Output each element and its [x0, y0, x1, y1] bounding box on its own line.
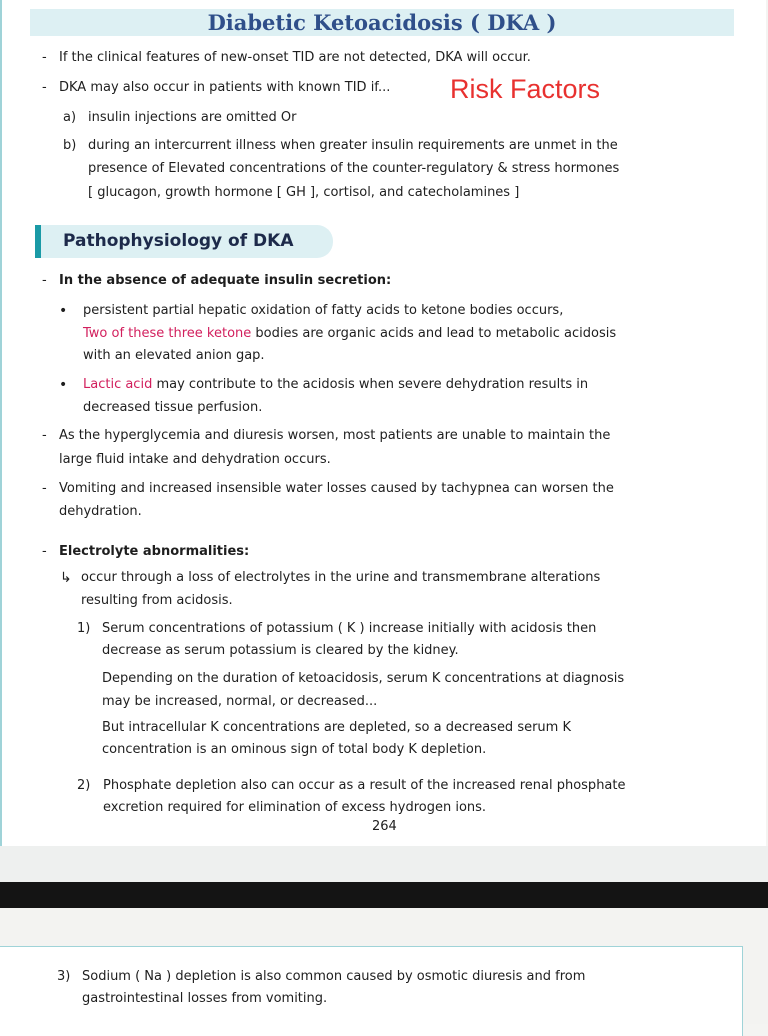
item-2-line-2: excretion required for elimination of excess hydrogen ions.: [103, 800, 487, 815]
vomiting-line-1: Vomiting and increased insensible water losses caused by tachypnea can worsen the: [59, 481, 614, 496]
lactic-acid-highlight: Lactic acid: [83, 377, 153, 392]
item-1-marker: 1): [77, 621, 91, 636]
bullet-1-line-2: [83, 325, 616, 343]
item-3-line-2: gastrointestinal losses from vomiting.: [82, 991, 328, 1006]
bullet-1-line-3: with an elevated anion gap.: [83, 348, 265, 363]
electrolyte-line-1: occur through a loss of electrolytes in the urine and transmembrane alterations: [81, 570, 601, 585]
bullet-1-line-2-rest: bodies are organic acids and lead to metabolic acidosis: [251, 326, 617, 341]
dash-marker: -: [42, 50, 47, 65]
bullet-2-line-1: [83, 376, 588, 394]
bullet-2-line-1-rest: may contribute to the acidosis when severe dehydration results in: [152, 377, 589, 392]
risk-factors-label: Risk Factors: [450, 74, 601, 104]
item-2-line-1: Phosphate depletion also can occur as a result of the increased renal phosphate: [103, 778, 626, 793]
absence-heading: In the absence of adequate insulin secretion:: [59, 273, 392, 288]
bullet-1-line-1: persistent partial hepatic oxidation of fatty acids to ketone bodies occurs,: [83, 303, 564, 318]
next-page: [0, 946, 743, 1036]
item-1-line-1: Serum concentrations of potassium ( K ) increase initially with acidosis then: [102, 621, 597, 636]
bullet-icon: •: [59, 377, 68, 393]
section-title: Pathophysiology of DKA: [63, 231, 294, 251]
bullet-icon: •: [59, 303, 68, 319]
dash-marker: -: [42, 428, 47, 443]
page-number: 264: [372, 819, 397, 834]
vomiting-line-2: dehydration.: [59, 504, 142, 519]
curved-arrow-icon: ↳: [60, 570, 72, 586]
dash-marker: -: [42, 544, 47, 559]
dash-marker: -: [42, 481, 47, 496]
item-1-line-5: But intracellular K concentrations are depleted, so a decreased serum K: [102, 720, 571, 735]
item-3-marker: 3): [57, 969, 71, 984]
title-banner: [30, 9, 734, 36]
item-b-line-1: during an intercurrent illness when greater insulin requirements are unmet in the: [88, 138, 618, 153]
electrolyte-line-2: resulting from acidosis.: [81, 593, 233, 608]
hyperglycemia-line-1: As the hyperglycemia and diuresis worsen, most patients are unable to maintain the: [59, 428, 611, 443]
item-1-line-2: decrease as serum potassium is cleared by the kidney.: [102, 643, 459, 658]
dash-marker: -: [42, 273, 47, 288]
item-1-line-6: concentration is an ominous sign of total body K depletion.: [102, 742, 487, 757]
ketone-highlight: Two of these three ketone: [83, 326, 252, 341]
intro-line-1: If the clinical features of new-onset TID are not detected, DKA will occur.: [59, 50, 531, 65]
item-1-line-4: may be increased, normal, or decreased...: [102, 694, 378, 709]
item-a-marker: a): [63, 110, 77, 125]
item-b-marker: b): [63, 138, 77, 153]
item-b-line-2: presence of Elevated concentrations of the counter-regulatory & stress hormones: [88, 161, 620, 176]
bullet-2-line-2: decreased tissue perfusion.: [83, 400, 263, 415]
page-title: Diabetic Ketoacidosis ( DKA ): [207, 10, 557, 35]
item-3-line-1: Sodium ( Na ) depletion is also common caused by osmotic diuresis and from: [82, 969, 586, 984]
electrolyte-heading: Electrolyte abnormalities:: [59, 544, 250, 559]
item-1-line-3: Depending on the duration of ketoacidosis, serum K concentrations at diagnosis: [102, 671, 625, 686]
item-b-line-3: [ glucagon, growth hormone [ GH ], cortisol, and catecholamines ]: [88, 185, 520, 200]
page-gap-band: [0, 846, 768, 882]
item-a-text: insulin injections are omitted Or: [88, 110, 297, 125]
page-separator-band: [0, 882, 768, 908]
hyperglycemia-line-2: large fluid intake and dehydration occurs.: [59, 452, 331, 467]
item-2-marker: 2): [77, 778, 91, 793]
intro-line-2: DKA may also occur in patients with known TID if...: [59, 80, 391, 95]
dash-marker: -: [42, 80, 47, 95]
section-accent-bar: [35, 225, 41, 258]
